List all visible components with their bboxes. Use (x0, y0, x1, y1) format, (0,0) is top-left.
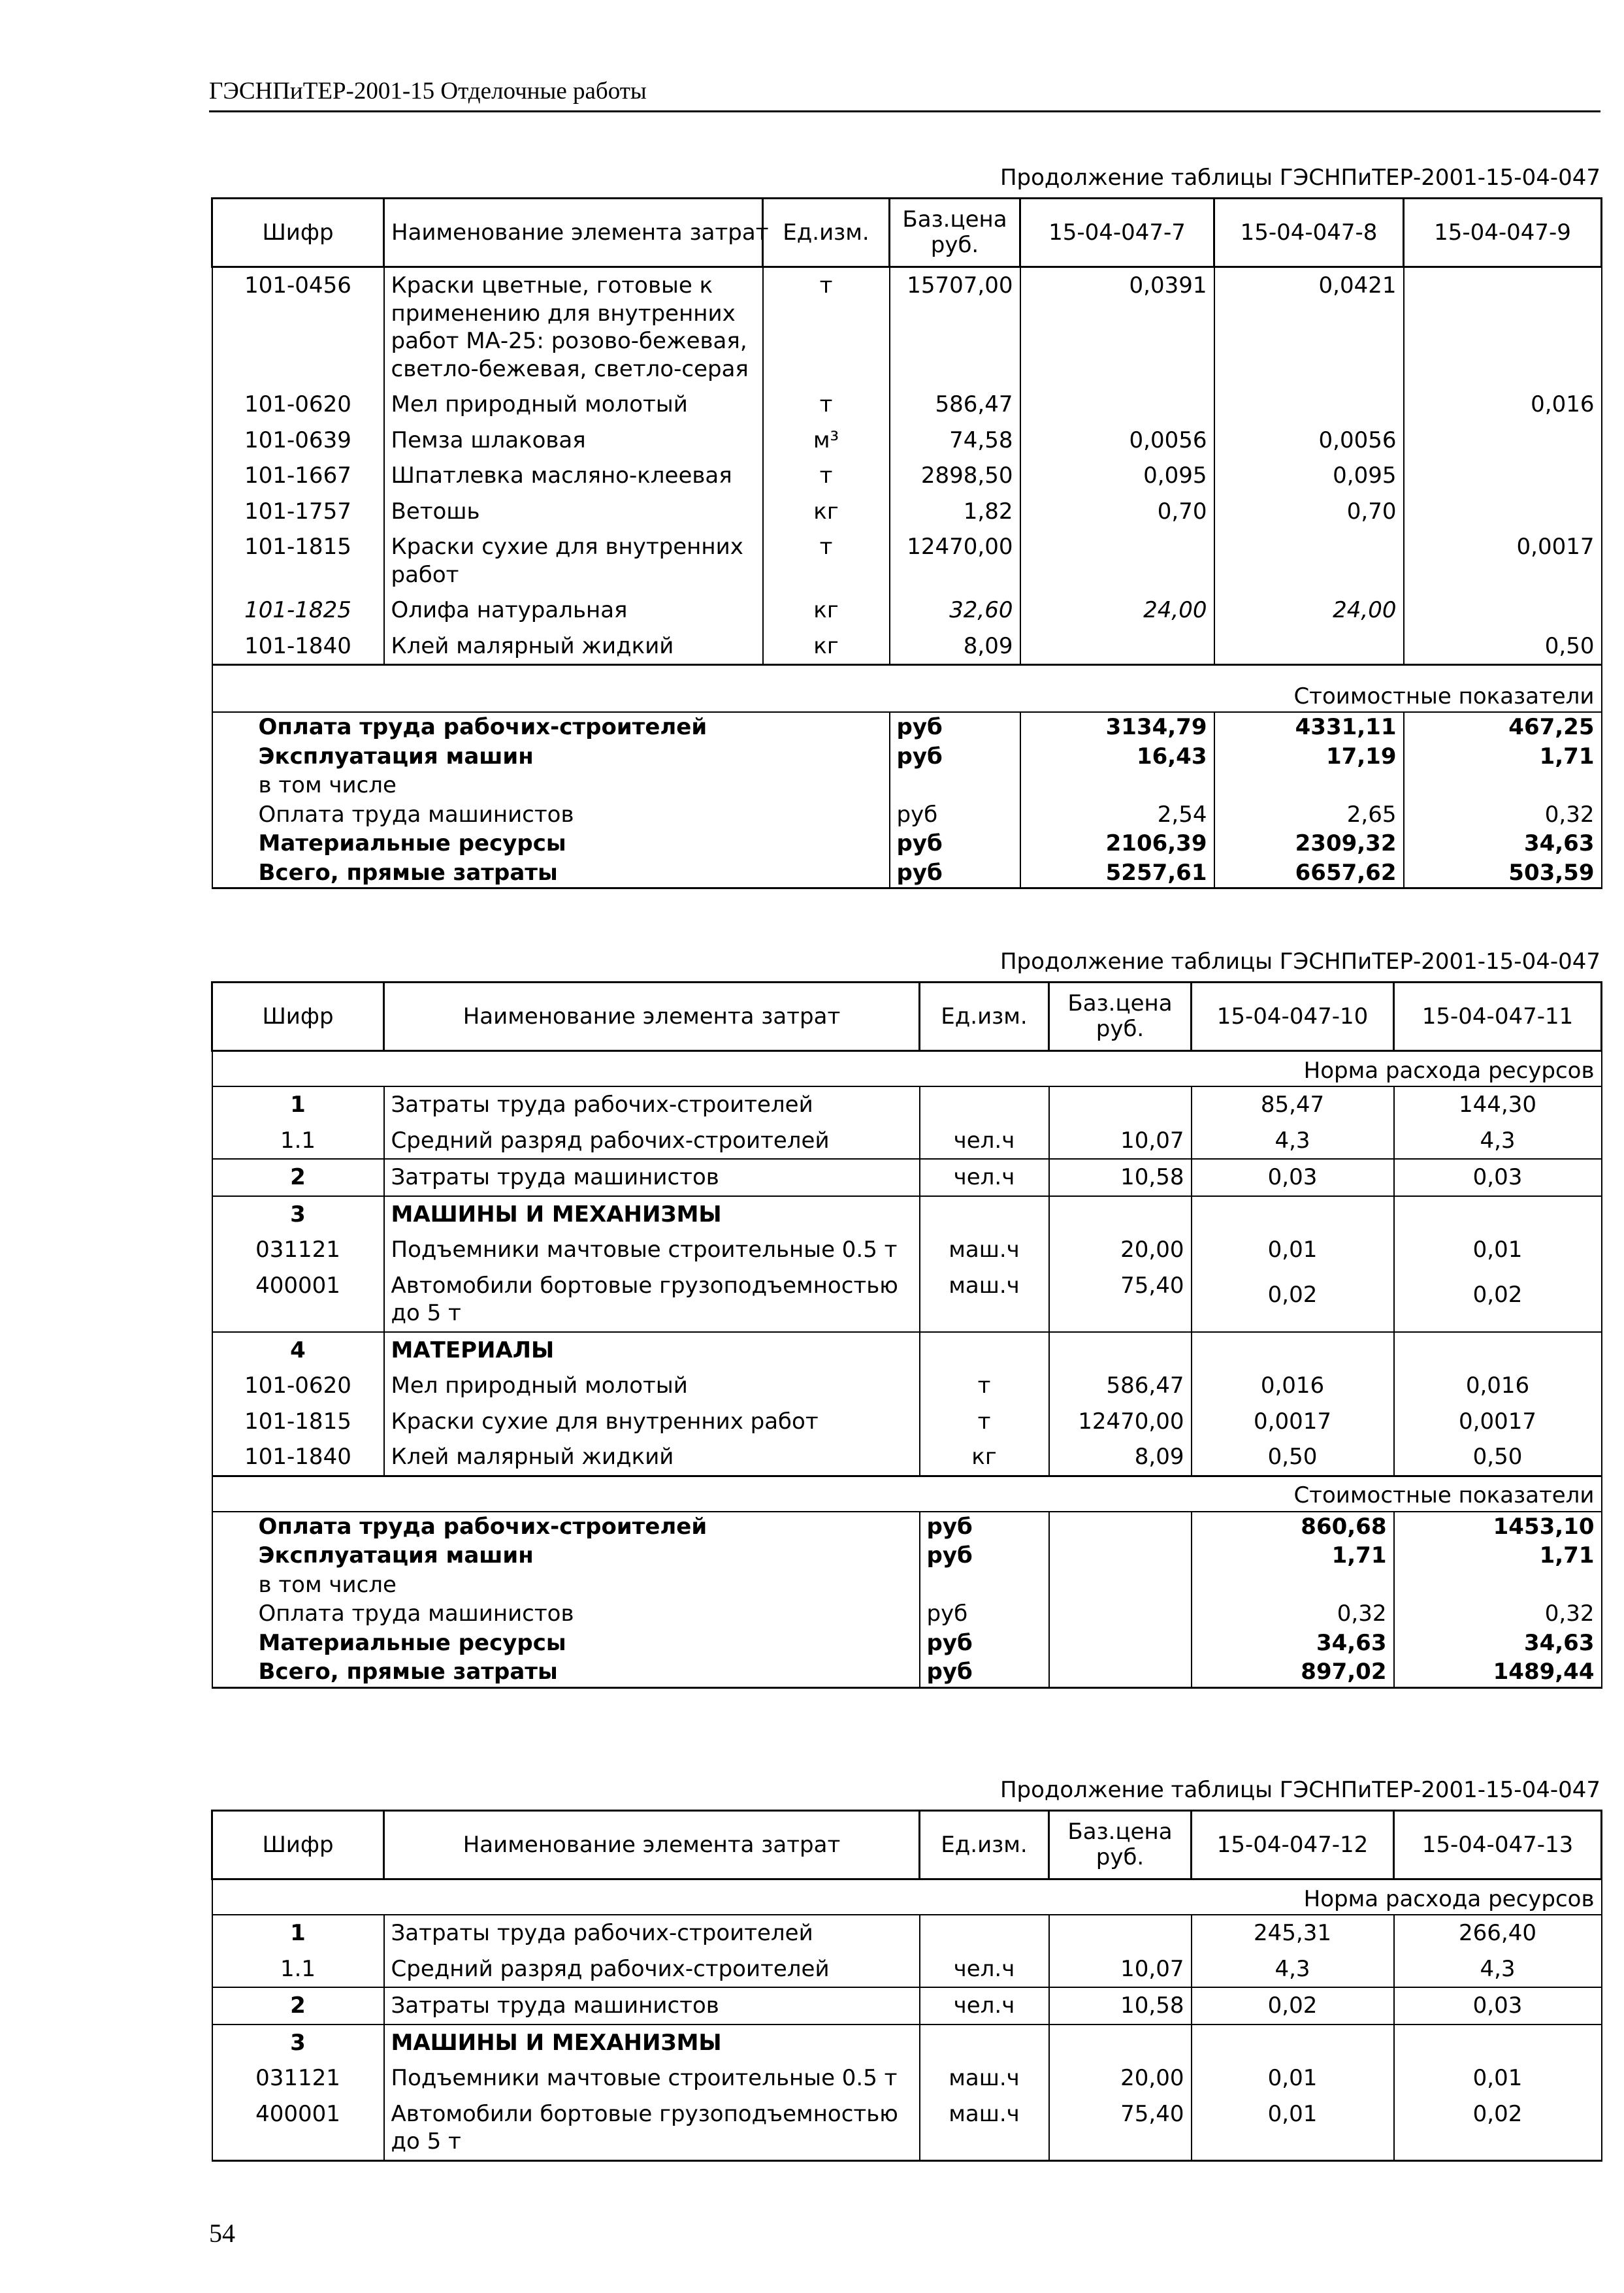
row-unit (920, 1086, 1049, 1123)
col-unit-header: Ед.изм. (920, 983, 1049, 1051)
row-name: Олифа натуральная (384, 593, 763, 628)
row-value: 0,0017 (1394, 1404, 1602, 1440)
row-value: 0,50 (1394, 1439, 1602, 1476)
row-name: Шпатлевка масляно-клеевая (384, 458, 763, 494)
section-band (212, 665, 1602, 713)
table-row (212, 1987, 1602, 2025)
col-name-header: Наименование элемента затрат (384, 199, 763, 267)
table-row (212, 423, 1602, 459)
row-price: 10,07 (1049, 1951, 1192, 1988)
row-value (1404, 423, 1602, 459)
total-label: Эксплуатация машин (212, 1541, 920, 1570)
col-code-header: Шифр (212, 983, 384, 1051)
row-code: 3 (212, 2025, 384, 2061)
col-price-header: Баз.цена руб. (1049, 1811, 1192, 1879)
total-label: Оплата труда рабочих-строителей (212, 712, 890, 742)
row-name: Средний разряд рабочих-строителей (384, 1951, 920, 1988)
row-value (1404, 494, 1602, 530)
row-code: 101-0639 (212, 423, 384, 459)
total-value: 2,65 (1214, 800, 1404, 830)
table-row (212, 1332, 1602, 1369)
total-label: Материальные ресурсы (212, 1629, 920, 1658)
total-value: 897,02 (1192, 1657, 1394, 1687)
row-name: Затраты труда рабочих-строителей (384, 1915, 920, 1951)
row-price: 10,58 (1049, 1987, 1192, 2025)
total-row (212, 1657, 1602, 1687)
row-value: 0,50 (1192, 1439, 1394, 1476)
total-unit: руб (890, 800, 1020, 830)
section-band (212, 1879, 1602, 1915)
col-unit-header: Ед.изм. (763, 199, 890, 267)
total-value (1394, 1570, 1602, 1600)
table3-caption: Продолжение таблицы ГЭСНПиТЕР-2001-15-04-047 (999, 1777, 1600, 1803)
total-price (1049, 1512, 1192, 1542)
total-value: 17,19 (1214, 742, 1404, 772)
row-value: 0,01 (1192, 2060, 1394, 2096)
total-label: в том числе (212, 1570, 920, 1600)
row-value: 144,30 (1394, 1086, 1602, 1123)
total-label: Оплата труда машинистов (212, 1599, 920, 1629)
row-price: 15707,00 (890, 267, 1020, 387)
total-value: 0,32 (1192, 1599, 1394, 1629)
total-unit: руб (920, 1599, 1049, 1629)
total-value (1192, 1570, 1394, 1600)
col-code-header: Шифр (212, 199, 384, 267)
row-value: 0,50 (1404, 628, 1602, 665)
row-value (1404, 267, 1602, 387)
table-row (212, 2096, 1602, 2161)
row-value: 0,02 (1192, 1268, 1394, 1332)
row-unit: кг (763, 593, 890, 628)
row-value (1394, 1332, 1602, 1369)
row-name: Средний разряд рабочих-строителей (384, 1123, 920, 1160)
table-row (212, 1123, 1602, 1160)
total-unit: руб (890, 858, 1020, 888)
row-price: 586,47 (1049, 1368, 1192, 1404)
table-row (212, 529, 1602, 593)
row-price: 20,00 (1049, 2060, 1192, 2096)
row-unit: т (763, 458, 890, 494)
total-label: Оплата труда машинистов (212, 800, 890, 830)
total-value: 2,54 (1020, 800, 1214, 830)
total-unit (890, 771, 1020, 800)
table-row (212, 1439, 1602, 1476)
row-value: 0,0017 (1192, 1404, 1394, 1440)
section-label: Стоимостные показатели (212, 1476, 1602, 1512)
total-unit: руб (890, 829, 1020, 858)
row-value: 0,0421 (1214, 267, 1404, 387)
table2-header-row (212, 983, 1602, 1051)
table1-caption: Продолжение таблицы ГЭСНПиТЕР-2001-15-04-047 (999, 165, 1600, 191)
col-name-header: Наименование элемента затрат (384, 983, 920, 1051)
row-name: МАШИНЫ И МЕХАНИЗМЫ (384, 1196, 920, 1233)
row-value (1020, 628, 1214, 665)
row-code: 400001 (212, 2096, 384, 2161)
total-row (212, 1541, 1602, 1570)
row-unit: маш.ч (920, 1268, 1049, 1332)
total-value: 860,68 (1192, 1512, 1394, 1542)
table2-caption: Продолжение таблицы ГЭСНПиТЕР-2001-15-04-047 (999, 949, 1600, 975)
row-code: 101-1840 (212, 1439, 384, 1476)
table-row (212, 593, 1602, 628)
row-price: 32,60 (890, 593, 1020, 628)
total-unit: руб (920, 1657, 1049, 1687)
total-value: 1,71 (1394, 1541, 1602, 1570)
total-price (1049, 1657, 1192, 1687)
row-price: 1,82 (890, 494, 1020, 530)
total-value: 1489,44 (1394, 1657, 1602, 1687)
row-name: Автомобили бортовые грузоподъемностью до 5 т (384, 2096, 920, 2161)
table-row (212, 1951, 1602, 1988)
total-price (1049, 1570, 1192, 1600)
total-label: Оплата труда рабочих-строителей (212, 1512, 920, 1542)
table-row (212, 458, 1602, 494)
row-price: 8,09 (890, 628, 1020, 665)
row-price: 10,07 (1049, 1123, 1192, 1160)
total-value: 34,63 (1404, 829, 1602, 858)
row-value: 0,0017 (1404, 529, 1602, 593)
row-code: 400001 (212, 1268, 384, 1332)
total-value: 503,59 (1404, 858, 1602, 888)
row-name: Клей малярный жидкий (384, 1439, 920, 1476)
total-price (1049, 1541, 1192, 1570)
row-code: 031121 (212, 1232, 384, 1268)
table-row (212, 2060, 1602, 2096)
row-name: Мел природный молотый (384, 387, 763, 423)
page-header: ГЭСНПиТЕР-2001-15 Отделочные работы (209, 77, 1600, 112)
total-label: Всего, прямые затраты (212, 1657, 920, 1687)
row-value (1214, 628, 1404, 665)
row-price: 75,40 (1049, 2096, 1192, 2161)
col-code-header: Шифр (212, 1811, 384, 1879)
total-value: 1,71 (1404, 742, 1602, 772)
row-value: 0,02 (1394, 1268, 1602, 1332)
row-value: 245,31 (1192, 1915, 1394, 1951)
table-row (212, 387, 1602, 423)
row-price (1049, 1332, 1192, 1369)
row-name: Мел природный молотый (384, 1368, 920, 1404)
row-unit: чел.ч (920, 1159, 1049, 1196)
col-header: 15-04-047-7 (1020, 199, 1214, 267)
total-value: 34,63 (1192, 1629, 1394, 1658)
row-value: 0,01 (1394, 1232, 1602, 1268)
row-name: Краски сухие для внутренних работ (384, 529, 763, 593)
page-number: 54 (209, 2219, 235, 2248)
row-value: 0,095 (1214, 458, 1404, 494)
table2 (211, 981, 1602, 1689)
total-price (1049, 1629, 1192, 1658)
row-value: 4,3 (1192, 1951, 1394, 1988)
row-unit: кг (763, 628, 890, 665)
col-name-header: Наименование элемента затрат (384, 1811, 920, 1879)
section-band (212, 1051, 1602, 1087)
row-value: 0,0056 (1214, 423, 1404, 459)
row-value: 0,095 (1020, 458, 1214, 494)
row-code: 1 (212, 1915, 384, 1951)
row-value: 0,0391 (1020, 267, 1214, 387)
total-unit: руб (890, 742, 1020, 772)
row-code: 4 (212, 1332, 384, 1369)
row-name: Затраты труда машинистов (384, 1159, 920, 1196)
total-value: 4331,11 (1214, 712, 1404, 742)
row-value: 0,01 (1394, 2060, 1602, 2096)
row-price: 75,40 (1049, 1268, 1192, 1332)
row-value (1020, 529, 1214, 593)
row-price: 2898,50 (890, 458, 1020, 494)
table-row (212, 1268, 1602, 1332)
row-price: 10,58 (1049, 1159, 1192, 1196)
section-band (212, 1476, 1602, 1512)
row-value: 4,3 (1394, 1951, 1602, 1988)
table-row (212, 494, 1602, 530)
row-code: 3 (212, 1196, 384, 1233)
table-row (212, 1159, 1602, 1196)
total-value: 0,32 (1404, 800, 1602, 830)
row-name: Ветошь (384, 494, 763, 530)
row-code: 2 (212, 1987, 384, 2025)
row-code: 101-1815 (212, 1404, 384, 1440)
row-value: 0,016 (1192, 1368, 1394, 1404)
col-header: 15-04-047-12 (1192, 1811, 1394, 1879)
row-value: 0,02 (1192, 1987, 1394, 2025)
total-value: 467,25 (1404, 712, 1602, 742)
total-value: 6657,62 (1214, 858, 1404, 888)
row-unit: чел.ч (920, 1951, 1049, 1988)
total-row (212, 742, 1602, 772)
row-price: 12470,00 (890, 529, 1020, 593)
total-label: Всего, прямые затраты (212, 858, 890, 888)
total-row (212, 1512, 1602, 1542)
row-value: 0,0056 (1020, 423, 1214, 459)
row-name: Краски сухие для внутренних работ (384, 1404, 920, 1440)
row-price: 8,09 (1049, 1439, 1192, 1476)
row-price: 74,58 (890, 423, 1020, 459)
total-row (212, 800, 1602, 830)
row-price (1049, 1915, 1192, 1951)
row-value: 0,03 (1394, 1987, 1602, 2025)
total-unit: руб (920, 1541, 1049, 1570)
row-value: 85,47 (1192, 1086, 1394, 1123)
row-unit: чел.ч (920, 1123, 1049, 1160)
row-unit: чел.ч (920, 1987, 1049, 2025)
col-header: 15-04-047-9 (1404, 199, 1602, 267)
row-value (1404, 458, 1602, 494)
row-unit: т (920, 1404, 1049, 1440)
total-label: Материальные ресурсы (212, 829, 890, 858)
row-value: 0,016 (1404, 387, 1602, 423)
row-value: 0,70 (1214, 494, 1404, 530)
total-value: 0,32 (1394, 1599, 1602, 1629)
table-row (212, 1368, 1602, 1404)
row-value (1214, 387, 1404, 423)
row-price (1049, 2025, 1192, 2061)
row-value: 4,3 (1192, 1123, 1394, 1160)
row-value: 266,40 (1394, 1915, 1602, 1951)
row-value (1192, 1332, 1394, 1369)
row-value (1394, 2025, 1602, 2061)
row-value (1214, 529, 1404, 593)
row-value: 24,00 (1020, 593, 1214, 628)
row-code: 031121 (212, 2060, 384, 2096)
total-value: 34,63 (1394, 1629, 1602, 1658)
row-name: Пемза шлаковая (384, 423, 763, 459)
total-value (1020, 771, 1214, 800)
row-value (1404, 593, 1602, 628)
table-row (212, 1915, 1602, 1951)
row-unit: маш.ч (920, 2096, 1049, 2161)
row-unit (920, 1332, 1049, 1369)
row-value: 24,00 (1214, 593, 1404, 628)
row-code: 1.1 (212, 1123, 384, 1160)
row-value: 0,03 (1192, 1159, 1394, 1196)
section-label: Стоимостные показатели (212, 665, 1602, 713)
col-header: 15-04-047-11 (1394, 983, 1602, 1051)
table-row (212, 267, 1602, 387)
row-code: 101-1667 (212, 458, 384, 494)
row-name: Клей малярный жидкий (384, 628, 763, 665)
row-unit: кг (920, 1439, 1049, 1476)
total-row (212, 1629, 1602, 1658)
row-price (1049, 1196, 1192, 1233)
col-header: 15-04-047-13 (1394, 1811, 1602, 1879)
total-row (212, 771, 1602, 800)
row-unit: т (763, 267, 890, 387)
row-value (1020, 387, 1214, 423)
total-label: в том числе (212, 771, 890, 800)
total-row (212, 1599, 1602, 1629)
total-value: 16,43 (1020, 742, 1214, 772)
row-code: 101-0620 (212, 387, 384, 423)
row-value: 0,70 (1020, 494, 1214, 530)
row-value: 0,03 (1394, 1159, 1602, 1196)
row-name: Затраты труда машинистов (384, 1987, 920, 2025)
row-unit: т (763, 529, 890, 593)
row-unit: маш.ч (920, 2060, 1049, 2096)
total-row (212, 1570, 1602, 1600)
total-value (1214, 771, 1404, 800)
row-code: 2 (212, 1159, 384, 1196)
row-price: 20,00 (1049, 1232, 1192, 1268)
row-unit (920, 2025, 1049, 2061)
section-label: Норма расхода ресурсов (212, 1051, 1602, 1087)
table-row (212, 628, 1602, 665)
total-value (1404, 771, 1602, 800)
row-code: 101-1840 (212, 628, 384, 665)
total-unit (920, 1570, 1049, 1600)
row-unit: т (763, 387, 890, 423)
table1 (211, 197, 1602, 889)
row-name: Затраты труда рабочих-строителей (384, 1086, 920, 1123)
total-row (212, 858, 1602, 888)
row-price (1049, 1086, 1192, 1123)
row-unit: м³ (763, 423, 890, 459)
total-value: 1,71 (1192, 1541, 1394, 1570)
total-unit: руб (920, 1629, 1049, 1658)
table-row (212, 1086, 1602, 1123)
row-price: 12470,00 (1049, 1404, 1192, 1440)
row-unit (920, 1915, 1049, 1951)
total-value: 3134,79 (1020, 712, 1214, 742)
row-name: МАШИНЫ И МЕХАНИЗМЫ (384, 2025, 920, 2061)
row-value: 4,3 (1394, 1123, 1602, 1160)
row-value: 0,01 (1192, 2096, 1394, 2161)
total-value: 1453,10 (1394, 1512, 1602, 1542)
table-row (212, 1404, 1602, 1440)
table1-header-row (212, 199, 1602, 267)
total-row (212, 712, 1602, 742)
table-row (212, 2025, 1602, 2061)
row-name: Подъемники мачтовые строительные 0.5 т (384, 2060, 920, 2096)
row-value: 0,016 (1394, 1368, 1602, 1404)
total-value: 2309,32 (1214, 829, 1404, 858)
row-value (1394, 1196, 1602, 1233)
row-value (1192, 2025, 1394, 2061)
total-value: 5257,61 (1020, 858, 1214, 888)
row-unit: кг (763, 494, 890, 530)
table3 (211, 1810, 1602, 2162)
total-row (212, 829, 1602, 858)
row-unit: т (920, 1368, 1049, 1404)
row-code: 101-1815 (212, 529, 384, 593)
total-unit: руб (920, 1512, 1049, 1542)
row-code: 101-1757 (212, 494, 384, 530)
row-code: 101-0456 (212, 267, 384, 387)
row-name: Краски цветные, готовые к применению для внутренних работ МА-25: розово-бежевая, светло-бежевая, светло-серая (384, 267, 763, 387)
total-price (1049, 1599, 1192, 1629)
row-name: МАТЕРИАЛЫ (384, 1332, 920, 1369)
table3-header-row (212, 1811, 1602, 1879)
row-value: 0,02 (1394, 2096, 1602, 2161)
total-label: Эксплуатация машин (212, 742, 890, 772)
row-value: 0,01 (1192, 1232, 1394, 1268)
row-value (1192, 1196, 1394, 1233)
row-price: 586,47 (890, 387, 1020, 423)
total-value: 2106,39 (1020, 829, 1214, 858)
col-header: 15-04-047-10 (1192, 983, 1394, 1051)
row-unit: маш.ч (920, 1232, 1049, 1268)
table-row (212, 1196, 1602, 1233)
row-code: 1 (212, 1086, 384, 1123)
row-code: 101-0620 (212, 1368, 384, 1404)
col-unit-header: Ед.изм. (920, 1811, 1049, 1879)
row-name: Автомобили бортовые грузоподъемностью до 5 т (384, 1268, 920, 1332)
section-label: Норма расхода ресурсов (212, 1879, 1602, 1915)
col-header: 15-04-047-8 (1214, 199, 1404, 267)
row-name: Подъемники мачтовые строительные 0.5 т (384, 1232, 920, 1268)
row-unit (920, 1196, 1049, 1233)
row-code: 1.1 (212, 1951, 384, 1988)
table-row (212, 1232, 1602, 1268)
total-unit: руб (890, 712, 1020, 742)
col-price-header: Баз.цена руб. (890, 199, 1020, 267)
col-price-header: Баз.цена руб. (1049, 983, 1192, 1051)
row-code: 101-1825 (212, 593, 384, 628)
